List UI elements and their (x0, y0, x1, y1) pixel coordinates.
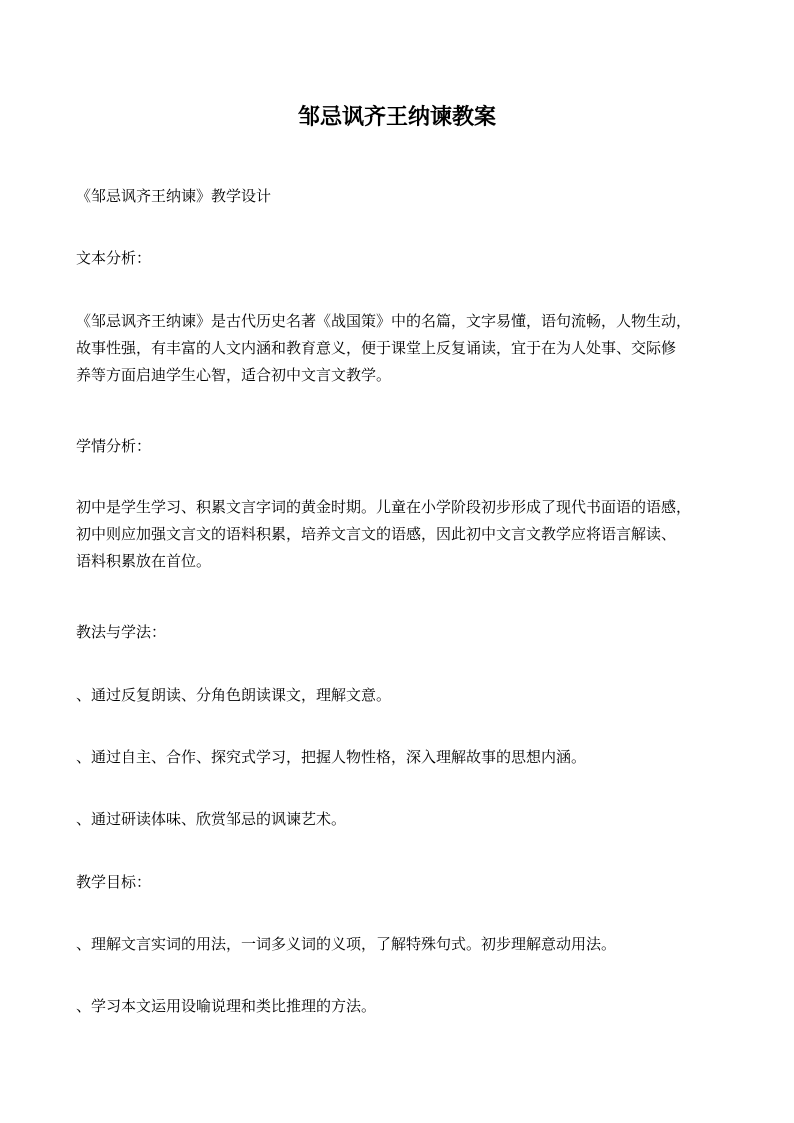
text-analysis-paragraph (76, 308, 726, 389)
text-analysis-line: 故事性强，有丰富的人文内涵和教育意义，便于课堂上反复诵读，宜于在为人处事、交际修 (76, 339, 677, 357)
subtitle: 《邹忌讽齐王纳谏》教学设计 (76, 187, 272, 205)
learner-analysis-paragraph (76, 494, 726, 575)
learner-analysis-heading: 学情分析： (76, 437, 152, 455)
learner-analysis-line: 初中是学生学习、积累文言字词的黄金时期。儿童在小学阶段初步形成了现代书面语的语感， (76, 498, 692, 516)
learner-analysis-line: 语料积累放在首位。 (76, 552, 212, 570)
text-analysis-heading: 文本分析： (76, 249, 152, 267)
text-analysis-line: 《邹忌讽齐王纳谏》是古代历史名著《战国策》中的名篇，文字易懂，语句流畅，人物生动， (76, 312, 692, 330)
methods-item: 、通过研读体味、欣赏邹忌的讽谏艺术。 (76, 810, 347, 828)
methods-heading: 教法与学法： (76, 623, 167, 641)
methods-item: 、通过反复朗读、分角色朗读课文，理解文意。 (76, 686, 392, 704)
objectives-item: 、学习本文运用设喻说理和类比推理的方法。 (76, 997, 377, 1015)
objectives-item: 、理解文言实词的用法，一词多义词的义项，了解特殊句式。初步理解意动用法。 (76, 935, 617, 953)
objectives-heading: 教学目标： (76, 873, 152, 891)
text-analysis-line: 养等方面启迪学生心智，适合初中文言文教学。 (76, 366, 392, 384)
learner-analysis-line: 初中则应加强文言文的语料积累，培养文言文的语感，因此初中文言文教学应将语言解读、 (76, 525, 677, 543)
methods-item: 、通过自主、合作、探究式学习，把握人物性格，深入理解故事的思想内涵。 (76, 748, 587, 766)
document-title: 邹忌讽齐王纳谏教案 (297, 104, 496, 130)
